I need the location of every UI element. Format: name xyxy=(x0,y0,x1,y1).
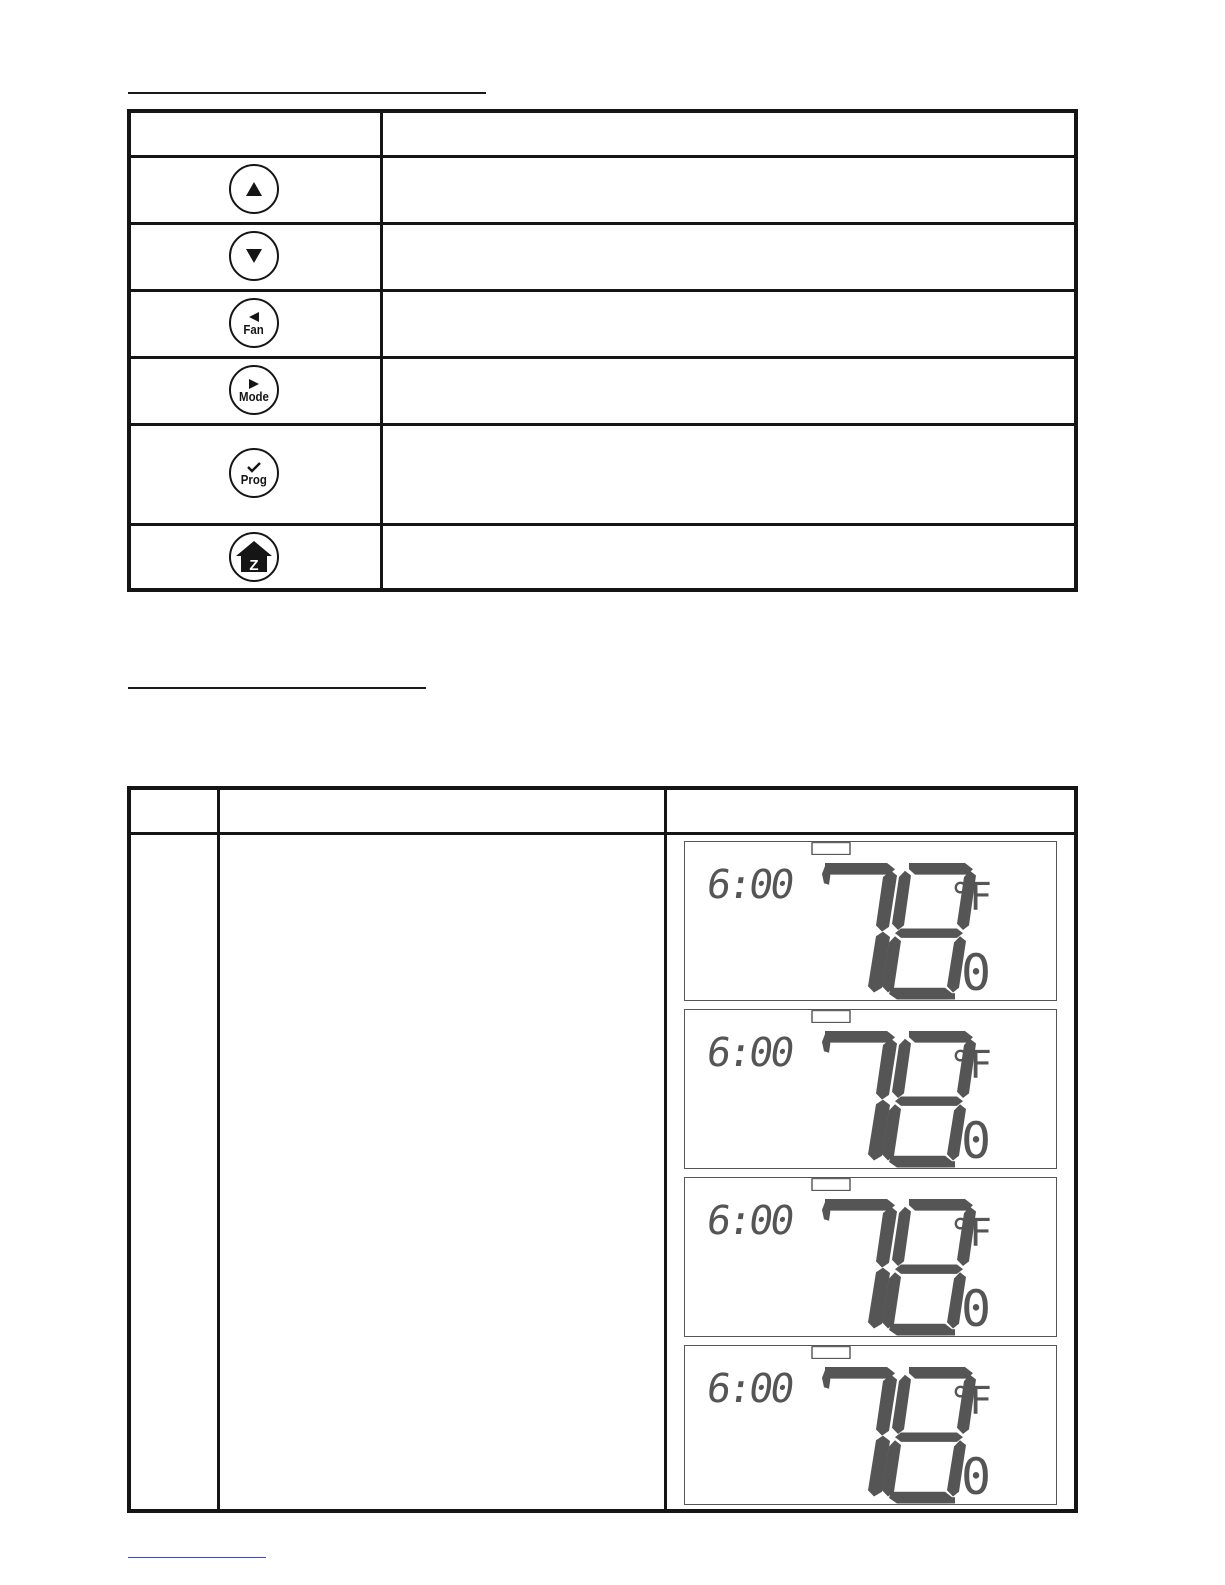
display-unit: °F xyxy=(951,1379,992,1423)
down-key-button[interactable] xyxy=(229,231,279,281)
display-unit: °F xyxy=(951,1043,992,1087)
thermostat-display xyxy=(684,1345,1057,1505)
up-arrow-icon xyxy=(245,181,263,197)
step-table-header-divider xyxy=(131,832,1074,835)
display-temperature: 78 xyxy=(685,1346,687,1347)
prog-key-label: Prog xyxy=(240,471,268,487)
display-decimal: 0 xyxy=(961,944,992,1002)
home-z-icon xyxy=(234,539,274,575)
table-column-divider xyxy=(380,113,383,588)
display-temperature: 78 xyxy=(685,1178,687,1179)
prog-key-button[interactable] xyxy=(229,448,279,498)
home-z-key-label: Z xyxy=(249,557,259,574)
section-heading-rule-programming xyxy=(128,687,426,689)
display-time: 6:00 xyxy=(703,862,795,908)
display-time: 6:00 xyxy=(703,1030,795,1076)
mode-key-label: Mode xyxy=(239,388,269,404)
thermostat-display xyxy=(684,841,1057,1001)
section-heading-rule-keys xyxy=(128,92,486,94)
thermostat-display xyxy=(684,1177,1057,1337)
down-arrow-icon xyxy=(245,248,263,264)
display-temperature: 78 xyxy=(685,1010,687,1011)
mode-key-button[interactable] xyxy=(229,365,279,415)
up-key-button[interactable] xyxy=(229,164,279,214)
display-decimal: 0 xyxy=(961,1448,992,1506)
display-decimal: 0 xyxy=(961,1112,992,1170)
fan-key-label: Fan xyxy=(243,321,265,337)
display-unit: °F xyxy=(951,1211,992,1255)
step-column-divider xyxy=(217,790,220,1509)
fan-key-button[interactable] xyxy=(229,298,279,348)
display-time: 6:00 xyxy=(703,1366,795,1412)
display-decimal: 0 xyxy=(961,1280,992,1338)
display-time: 6:00 xyxy=(703,1198,795,1244)
table-row-divider xyxy=(131,289,1074,292)
table-row-divider xyxy=(131,423,1074,426)
footer-link-underline[interactable] xyxy=(128,1557,266,1558)
display-temperature: 78 xyxy=(685,842,687,843)
table-row-divider xyxy=(131,222,1074,225)
table-header-divider xyxy=(131,155,1074,158)
display-unit: °F xyxy=(951,875,992,919)
home-z-key-button[interactable] xyxy=(229,532,279,582)
thermostat-display xyxy=(684,1009,1057,1169)
table-row-divider xyxy=(131,356,1074,359)
table-row-divider xyxy=(131,523,1074,526)
display-column-divider xyxy=(664,790,667,1509)
